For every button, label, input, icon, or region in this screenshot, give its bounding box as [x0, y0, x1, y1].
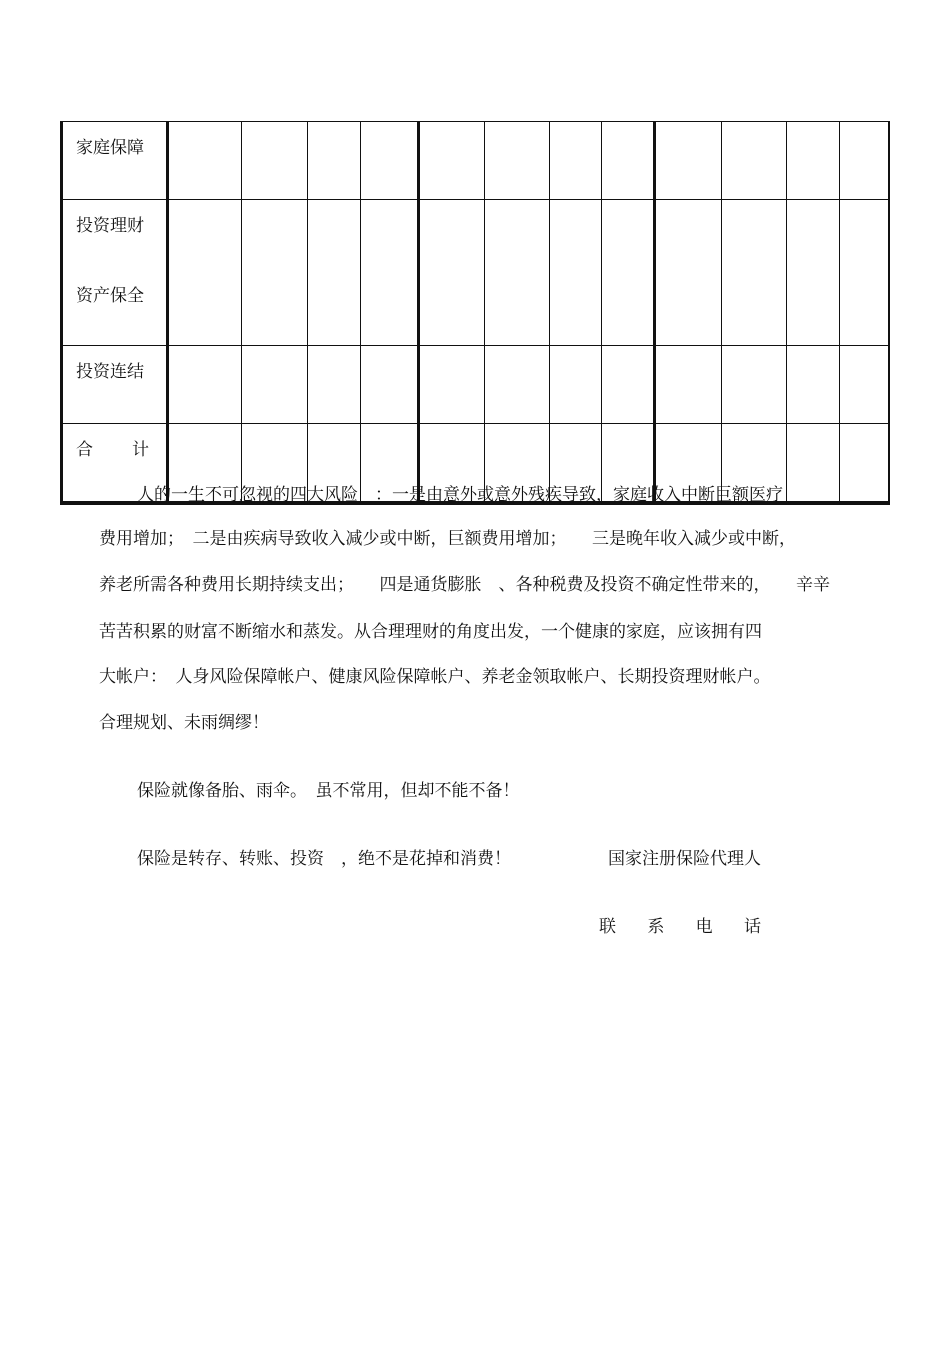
total-char-1: 合 — [76, 440, 93, 460]
body-line-4: 苦苦积累的财富不断缩水和蒸发。从合理理财的角度出发，一个健康的家庭，应该拥有四 — [99, 622, 762, 642]
row-label-investment — [62, 200, 168, 346]
body-line-5: 大帐户： 人身风险保障帐户、健康风险保障帐户、养老金领取帐户、长期投资理财帐户。 — [99, 667, 771, 687]
table-row — [62, 346, 889, 424]
row-label-investment-linked: 投资连结 — [62, 346, 168, 424]
body-line-1: 人的一生不可忽视的四大风险 ：一是由意外或意外残疾导致，家庭收入中断巨额医疗 — [137, 485, 783, 505]
contact-phone-label: 联 系 电 话 — [599, 917, 761, 937]
table-row — [62, 122, 889, 200]
slogan-savings: 保险是转存、转账、投资 ，绝不是花掉和消费！ — [137, 849, 511, 869]
table-row — [62, 200, 889, 346]
body-line-3: 养老所需各种费用长期持续支出； 四是通货膨胀 、各种税费及投资不确定性带来的， 辛辛 — [99, 575, 830, 595]
body-line-6: 合理规划、未雨绸缪！ — [99, 713, 269, 733]
slogan-spare-tire: 保险就像备胎、雨伞。 虽不常用，但却不能不备！ — [137, 781, 520, 801]
row-label-asset-preservation: 资产保全 — [76, 286, 144, 306]
body-line-2: 费用增加； 二是由疾病导致收入减少或中断，巨额费用增加； 三是晚年收入减少或中断， — [99, 529, 796, 549]
row-label-investment-text: 投资理财 — [76, 216, 144, 236]
agent-title: 国家注册保险代理人 — [608, 849, 761, 869]
total-char-2: 计 — [132, 440, 149, 460]
row-label-family-protection: 家庭保障 — [62, 122, 168, 200]
planning-table — [60, 121, 890, 505]
